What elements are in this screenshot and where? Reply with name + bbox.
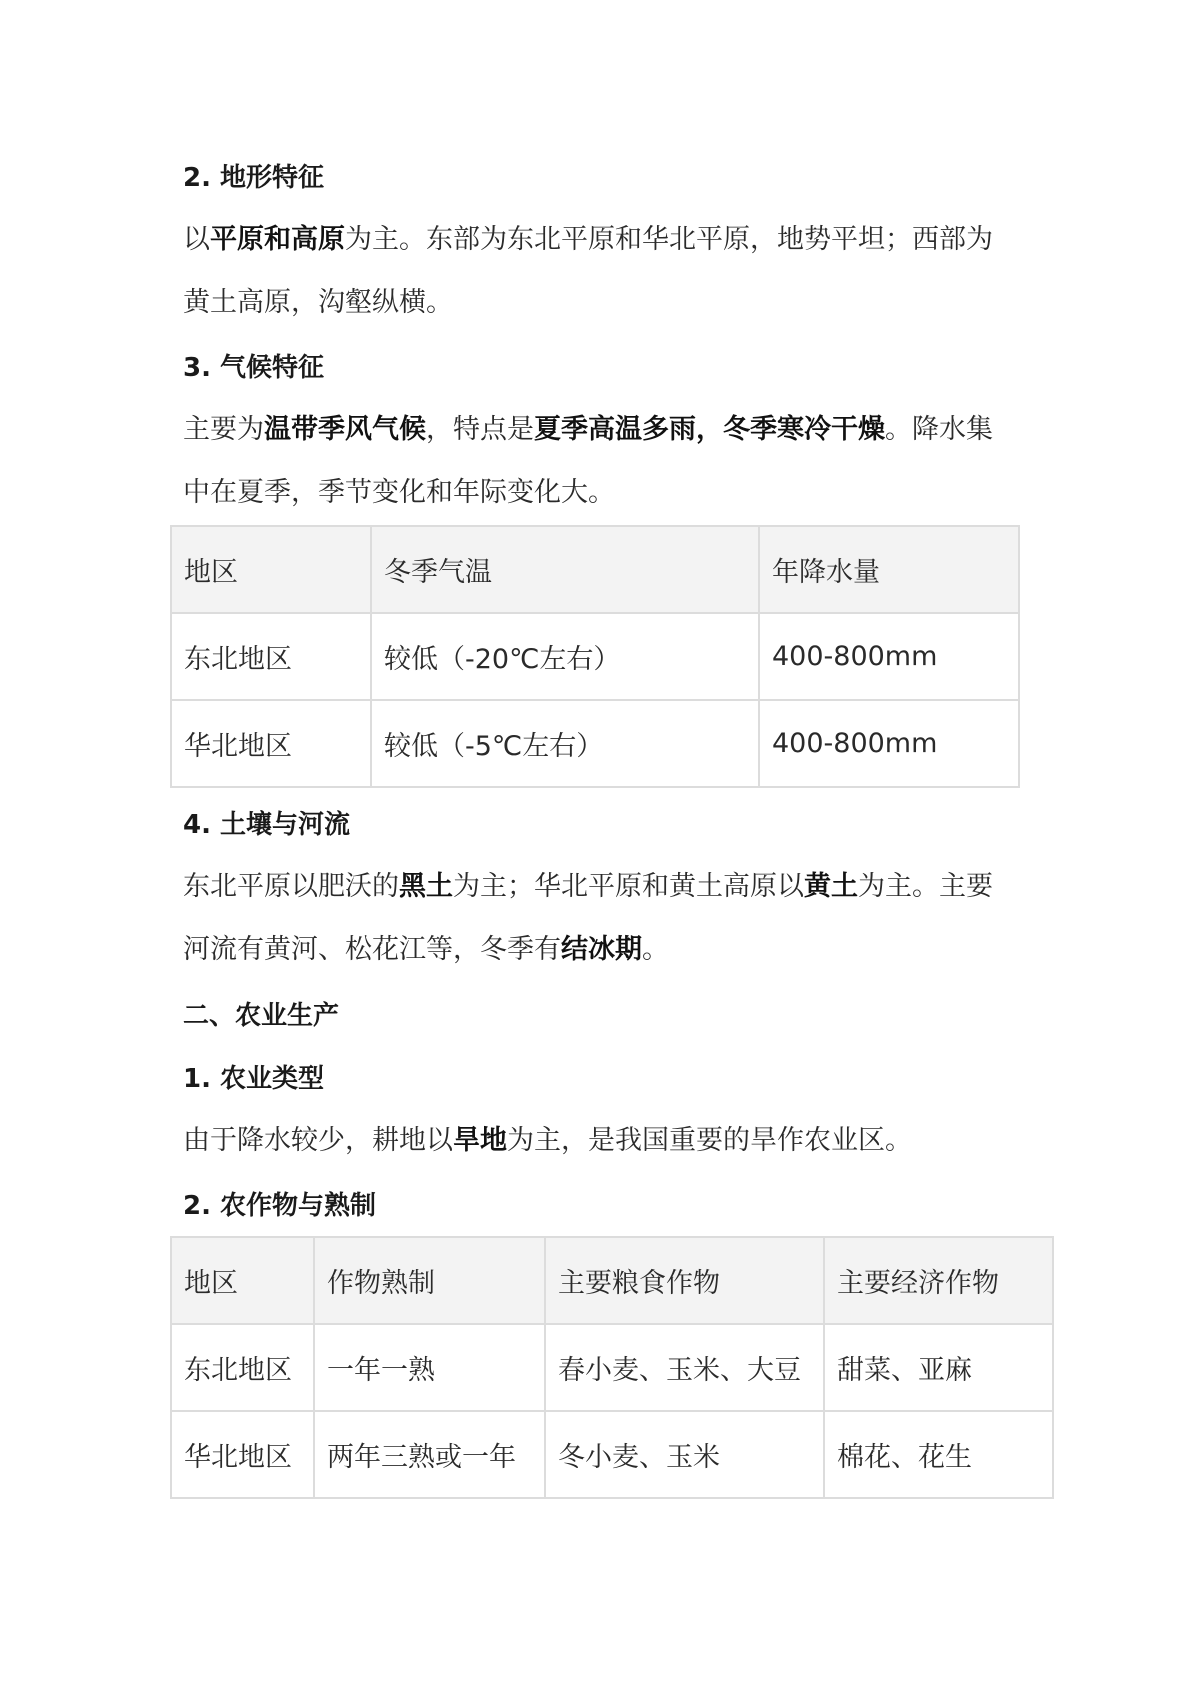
- paragraph-terrain: [183, 208, 1043, 334]
- crops-table: [170, 1236, 1054, 1499]
- text-span: 主要为: [183, 414, 264, 445]
- table-header-cell: 主要经济作物: [824, 1237, 1053, 1324]
- table-row: [171, 613, 1019, 700]
- table-cell: 东北地区: [171, 613, 371, 700]
- text-span: 为主。主要: [858, 871, 993, 902]
- table-cell: 华北地区: [171, 700, 371, 787]
- text-span: 以: [183, 224, 210, 255]
- heading-terrain: 2. 地形特征: [183, 163, 325, 193]
- paragraph-soil: [183, 855, 1043, 981]
- text-span: 黄土高原，沟壑纵横。: [183, 287, 453, 318]
- paragraph-climate: [183, 398, 1043, 524]
- paragraph-agri-type: [183, 1109, 1043, 1172]
- bold-span: 平原和高原: [210, 224, 345, 255]
- text-span: 河流有黄河、松花江等，冬季有: [183, 934, 561, 965]
- table-header-row: [171, 526, 1019, 613]
- heading-climate: 3. 气候特征: [183, 353, 325, 383]
- table-cell: 华北地区: [171, 1411, 314, 1498]
- climate-table: [170, 525, 1020, 788]
- text-span: 东北平原以肥沃的: [183, 871, 399, 902]
- table-cell: 春小麦、玉米、大豆: [545, 1324, 824, 1411]
- bold-span: 结冰期: [561, 934, 642, 965]
- text-span: 。: [642, 934, 669, 965]
- table-row: [171, 1324, 1053, 1411]
- table-cell: 较低（-20℃左右）: [371, 613, 759, 700]
- table-cell: 两年三熟或一年: [314, 1411, 545, 1498]
- table-header-row: [171, 1237, 1053, 1324]
- table-cell: 一年一熟: [314, 1324, 545, 1411]
- table-header-cell: 主要粮食作物: [545, 1237, 824, 1324]
- text-span: 为主，是我国重要的旱作农业区。: [507, 1125, 912, 1156]
- bold-span: 黑土: [399, 871, 453, 902]
- heading-agriculture: 二、农业生产: [183, 1001, 340, 1031]
- table-cell: 甜菜、亚麻: [824, 1324, 1053, 1411]
- heading-agri-type: 1. 农业类型: [183, 1064, 325, 1094]
- text-span: 为主。东部为东北平原和华北平原，地势平坦；西部为: [345, 224, 993, 255]
- bold-span: 夏季高温多雨，冬季寒冷干燥: [534, 414, 885, 445]
- table-header-cell: 地区: [171, 526, 371, 613]
- text-span: ，特点是: [426, 414, 534, 445]
- text-span: 由于降水较少，耕地以: [183, 1125, 453, 1156]
- heading-soil: 4. 土壤与河流: [183, 810, 351, 840]
- bold-span: 黄土: [804, 871, 858, 902]
- table-row: [171, 700, 1019, 787]
- text-span: 中在夏季，季节变化和年际变化大。: [183, 477, 615, 508]
- text-span: 为主；华北平原和黄土高原以: [453, 871, 804, 902]
- table-cell: 棉花、花生: [824, 1411, 1053, 1498]
- bold-span: 温带季风气候: [264, 414, 426, 445]
- table-cell: 400-800mm: [759, 700, 1019, 787]
- table-cell: 400-800mm: [759, 613, 1019, 700]
- table-cell: 较低（-5℃左右）: [371, 700, 759, 787]
- text-span: 。降水集: [885, 414, 993, 445]
- heading-crops: 2. 农作物与熟制: [183, 1191, 377, 1221]
- table-row: [171, 1411, 1053, 1498]
- table-header-cell: 作物熟制: [314, 1237, 545, 1324]
- table-header-cell: 年降水量: [759, 526, 1019, 613]
- table-cell: 东北地区: [171, 1324, 314, 1411]
- table-cell: 冬小麦、玉米: [545, 1411, 824, 1498]
- table-header-cell: 冬季气温: [371, 526, 759, 613]
- table-header-cell: 地区: [171, 1237, 314, 1324]
- bold-span: 旱地: [453, 1125, 507, 1156]
